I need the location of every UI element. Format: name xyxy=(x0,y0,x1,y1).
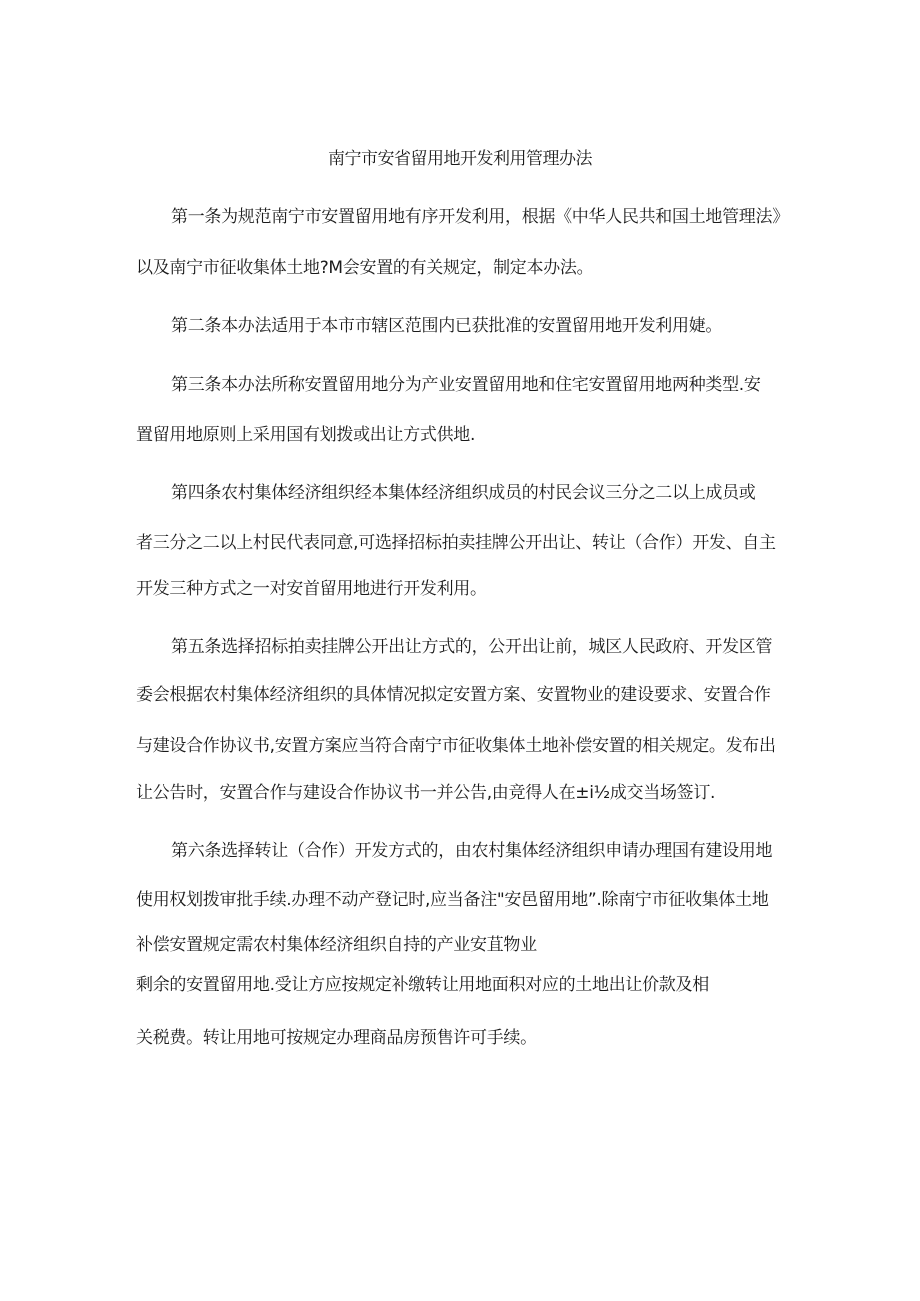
article-5-line-1: 第五条选择招标拍卖挂牌公开出让方式的，公开出让前，城区人民政府、开发区管 xyxy=(171,637,773,657)
article-3-line-2: 置留用地原则上采用国有划拨或出让方式供地. xyxy=(136,425,476,445)
article-2-line-1: 第二条本办法适用于本市市辖区范围内已获批准的安置留用地开发利用婕。 xyxy=(171,316,723,336)
article-5-line-4: 让公告时，安置合作与建设合作协议书一并公告,由竞得人在±i½成交当场签订. xyxy=(136,783,716,803)
article-4-line-2: 者三分之二以上村民代表同意,可选择招标拍卖挂牌公开出让、转让（合作）开发、自主 xyxy=(136,533,776,553)
article-4-line-3: 开发三种方式之一对安首留用地进行开发利用。 xyxy=(136,579,487,599)
article-5-line-2: 委会根据农村集体经济组织的具体情况拟定安置方案、安置物业的建设要求、安置合作 xyxy=(136,685,771,705)
document-title: 南宁市安省留用地开发利用管理办法 xyxy=(328,149,592,169)
article-4-line-1: 第四条农村集体经济组织经本集体经济组织成员的村民会议三分之二以上成员或 xyxy=(171,483,756,503)
article-1-line-2: 以及南宁市征收集体土地?M会安置的有关规定，制定本办法。 xyxy=(136,258,594,278)
article-5-line-3: 与建设合作协议书,安置方案应当符合南宁市征收集体土地补偿安置的相关规定。发布出 xyxy=(136,736,776,756)
article-1-line-1: 第一条为规范南宁市安置留用地有序开发利用，根据《中华人民共和国土地管理法》 xyxy=(171,207,789,227)
article-6-line-3: 补偿安置规定需农村集体经济组织自持的产业安苴物业 xyxy=(136,935,537,955)
article-6-line-4: 剩余的安置留用地.受让方应按规定补缴转让用地面积对应的土地出让价款及相 xyxy=(136,975,709,995)
article-3-line-1: 第三条本办法所称安置留用地分为产业安置留用地和住宅安置留用地两种类型.安 xyxy=(171,375,761,395)
article-6-line-5: 关税费。转让用地可按规定办理商品房预售许可手续。 xyxy=(136,1028,537,1048)
article-6-line-1: 第六条选择转让（合作）开发方式的，由农村集体经济组织申请办理国有建设用地 xyxy=(171,841,773,861)
article-6-line-2: 使用权划拨审批手续.办理不动产登记时,应当备注"安邑留用地”.除南宁市征收集体土地 xyxy=(136,890,769,910)
